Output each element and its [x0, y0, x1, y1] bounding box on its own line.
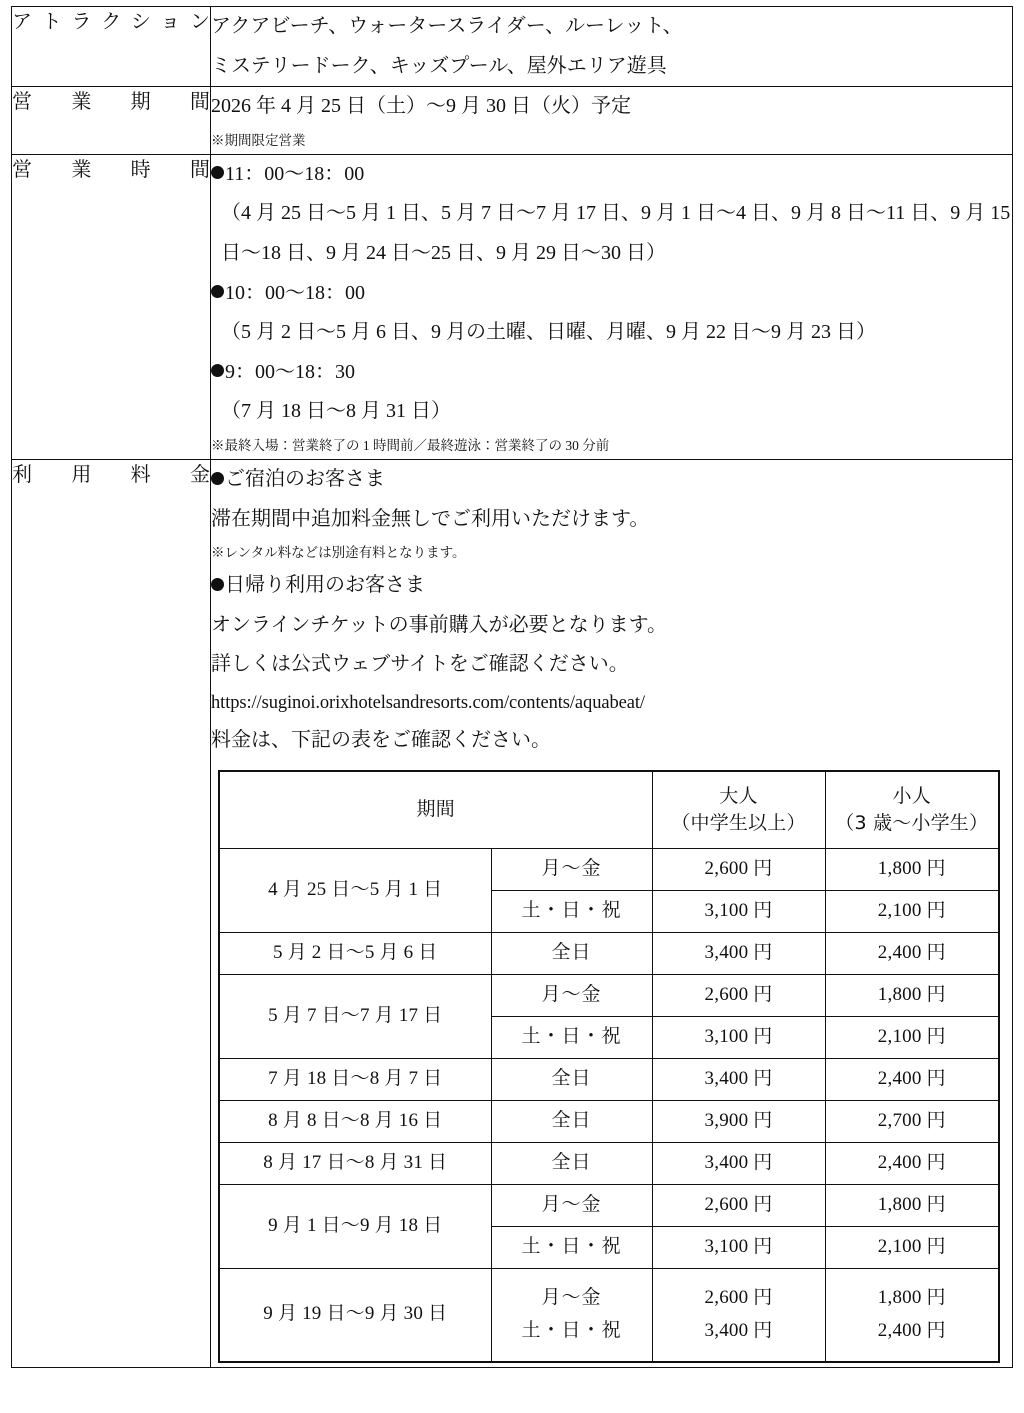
daytrip-heading-text: 日帰り利用のお客さま: [225, 574, 425, 597]
official-website-url[interactable]: https://suginoi.orixhotelsandresorts.com/contents/aquabeat/: [211, 692, 645, 713]
bullet-dot-icon: [211, 166, 224, 179]
price-child-cell: 2,700 円: [825, 1100, 999, 1142]
price-daytype-cell: 月～金: [491, 1268, 652, 1315]
row-label-text: 営業期間: [12, 91, 210, 114]
bullet-dot-icon: [211, 472, 224, 485]
row-content-usage-fee: [211, 459, 1013, 1367]
schedule-time-3-text: 9：00～18：30: [225, 360, 355, 383]
price-daytype-cell: 全日: [491, 932, 652, 974]
price-period-cell: 9 月 1 日～9 月 18 日: [219, 1184, 491, 1268]
price-adult-cell: 3,400 円: [652, 1142, 825, 1184]
price-adult-cell: 2,600 円: [652, 848, 825, 890]
schedule-time-2-text: 10：00～18：00: [225, 281, 365, 304]
schedule-time-3: [211, 353, 1012, 393]
price-period-cell: 5 月 7 日～7 月 17 日: [219, 974, 491, 1058]
price-table-wrapper: [218, 770, 1012, 1363]
row-content-attractions: [211, 7, 1013, 87]
table-row-business-hours: [12, 154, 1013, 459]
price-period-cell: 8 月 8 日～8 月 16 日: [219, 1100, 491, 1142]
price-table-row: [219, 932, 999, 974]
price-adult-cell: 3,100 円: [652, 1226, 825, 1268]
schedule-detail-2: （5 月 2 日～5 月 6 日、9 月の土曜、日曜、月曜、9 月 22 日～9 月 23 日）: [221, 321, 876, 344]
price-period-cell: 5 月 2 日～5 月 6 日: [219, 932, 491, 974]
price-child-cell: 1,800 円: [825, 848, 999, 890]
price-child-cell: 1,800 円: [825, 974, 999, 1016]
overnight-body: 滞在期間中追加料金無しでご利用いただけます。: [211, 507, 650, 530]
row-content-business-hours: [211, 154, 1013, 459]
table-row-attractions: [12, 7, 1013, 87]
price-table-body: [219, 848, 999, 1362]
price-adult-cell: 3,400 円: [652, 1315, 825, 1362]
col-header-child-main: 小人: [892, 784, 931, 807]
schedule-detail-3: （7 月 18 日～8 月 31 日）: [221, 400, 451, 423]
price-table-header-row: [219, 771, 999, 849]
price-daytype-cell: 土・日・祝: [491, 1226, 652, 1268]
price-period-cell: 9 月 19 日～9 月 30 日: [219, 1268, 491, 1362]
price-child-cell: 2,400 円: [825, 1315, 999, 1362]
price-child-cell: 2,100 円: [825, 1226, 999, 1268]
business-period-dates: 2026 年 4 月 25 日（土）～9 月 30 日（火）予定: [211, 95, 631, 118]
price-period-cell: 8 月 17 日～8 月 31 日: [219, 1142, 491, 1184]
facility-info-table: [11, 6, 1013, 1368]
price-daytype-cell: 全日: [491, 1142, 652, 1184]
col-header-period: 期間: [219, 771, 652, 849]
bullet-dot-icon: [211, 364, 224, 377]
price-period-cell: 7 月 18 日～8 月 7 日: [219, 1058, 491, 1100]
schedule-time-1: [211, 155, 1012, 195]
daytrip-heading: [211, 566, 1012, 606]
col-header-adult: [652, 771, 825, 849]
price-adult-cell: 3,100 円: [652, 1016, 825, 1058]
price-adult-cell: 3,400 円: [652, 1058, 825, 1100]
price-daytype-cell: 土・日・祝: [491, 890, 652, 932]
row-label-text: 利用料金: [12, 463, 210, 486]
row-label-business-hours: [12, 154, 211, 459]
price-table-intro: 料金は、下記の表をご確認ください。: [211, 728, 551, 751]
col-header-child: [825, 771, 999, 849]
price-table-row: [219, 848, 999, 890]
overnight-heading: [211, 460, 1012, 500]
table-row-usage-fee: [12, 459, 1013, 1367]
table-row-business-period: [12, 87, 1013, 155]
price-adult-cell: 3,900 円: [652, 1100, 825, 1142]
price-child-cell: 1,800 円: [825, 1268, 999, 1315]
price-table-row: [219, 1100, 999, 1142]
price-adult-cell: 2,600 円: [652, 1268, 825, 1315]
price-table-row: [219, 974, 999, 1016]
daytrip-line-2: 詳しくは公式ウェブサイトをご確認ください。: [211, 653, 629, 676]
price-period-cell: 4 月 25 日～5 月 1 日: [219, 848, 491, 932]
schedule-detail-1: （4 月 25 日～5 月 1 日、5 月 7 日～7 月 17 日、9 月 1 日～4 日、9 月 8 日～11 日、9 月 15 日～18 日、9 月 24 日～25 日、9 月 29 日～30 日）: [221, 202, 1011, 264]
price-child-cell: 1,800 円: [825, 1184, 999, 1226]
daytrip-line-1: オンラインチケットの事前購入が必要となります。: [211, 613, 667, 636]
attraction-line-1: アクアビーチ、ウォータースライダー、ルーレット、: [211, 15, 683, 37]
row-label-attractions: [12, 7, 211, 87]
business-hours-note: ※最終入場：営業終了の 1 時間前／最終遊泳：営業終了の 30 分前: [211, 437, 610, 453]
row-label-text: 営業時間: [12, 158, 210, 181]
attraction-line-2: ミステリードーク、キッズプール、屋外エリア遊具: [211, 54, 667, 77]
price-table-row: [219, 1268, 999, 1315]
price-table-row: [219, 1142, 999, 1184]
row-label-usage-fee: [12, 459, 211, 1367]
price-child-cell: 2,400 円: [825, 1058, 999, 1100]
price-table-row: [219, 1058, 999, 1100]
schedule-time-2: [211, 274, 1012, 314]
row-label-text: アトラクション: [12, 11, 210, 33]
price-adult-cell: 3,400 円: [652, 932, 825, 974]
price-child-cell: 2,100 円: [825, 890, 999, 932]
col-header-adult-main: 大人: [719, 784, 758, 807]
overnight-heading-text: ご宿泊のお客さま: [225, 467, 385, 490]
schedule-time-1-text: 11：00～18：00: [225, 162, 365, 185]
bullet-dot-icon: [211, 285, 224, 298]
price-child-cell: 2,100 円: [825, 1016, 999, 1058]
price-child-cell: 2,400 円: [825, 932, 999, 974]
row-content-business-period: [211, 87, 1013, 155]
price-daytype-cell: 全日: [491, 1100, 652, 1142]
price-adult-cell: 2,600 円: [652, 1184, 825, 1226]
bullet-dot-icon: [211, 578, 224, 591]
row-label-business-period: [12, 87, 211, 155]
overnight-note: ※レンタル料などは別途有料となります。: [211, 545, 466, 561]
price-daytype-cell: 月～金: [491, 848, 652, 890]
price-daytype-cell: 月～金: [491, 1184, 652, 1226]
price-daytype-cell: 土・日・祝: [491, 1315, 652, 1362]
price-daytype-cell: 月～金: [491, 974, 652, 1016]
price-table-row: [219, 1184, 999, 1226]
col-header-child-sub: （3 歳～小学生）: [835, 811, 989, 834]
col-header-adult-sub: （中学生以上）: [671, 811, 806, 834]
admission-price-table: [218, 770, 1000, 1363]
price-daytype-cell: 土・日・祝: [491, 1016, 652, 1058]
business-period-note: ※期間限定営業: [211, 132, 306, 148]
price-adult-cell: 3,100 円: [652, 890, 825, 932]
price-daytype-cell: 全日: [491, 1058, 652, 1100]
price-adult-cell: 2,600 円: [652, 974, 825, 1016]
price-child-cell: 2,400 円: [825, 1142, 999, 1184]
